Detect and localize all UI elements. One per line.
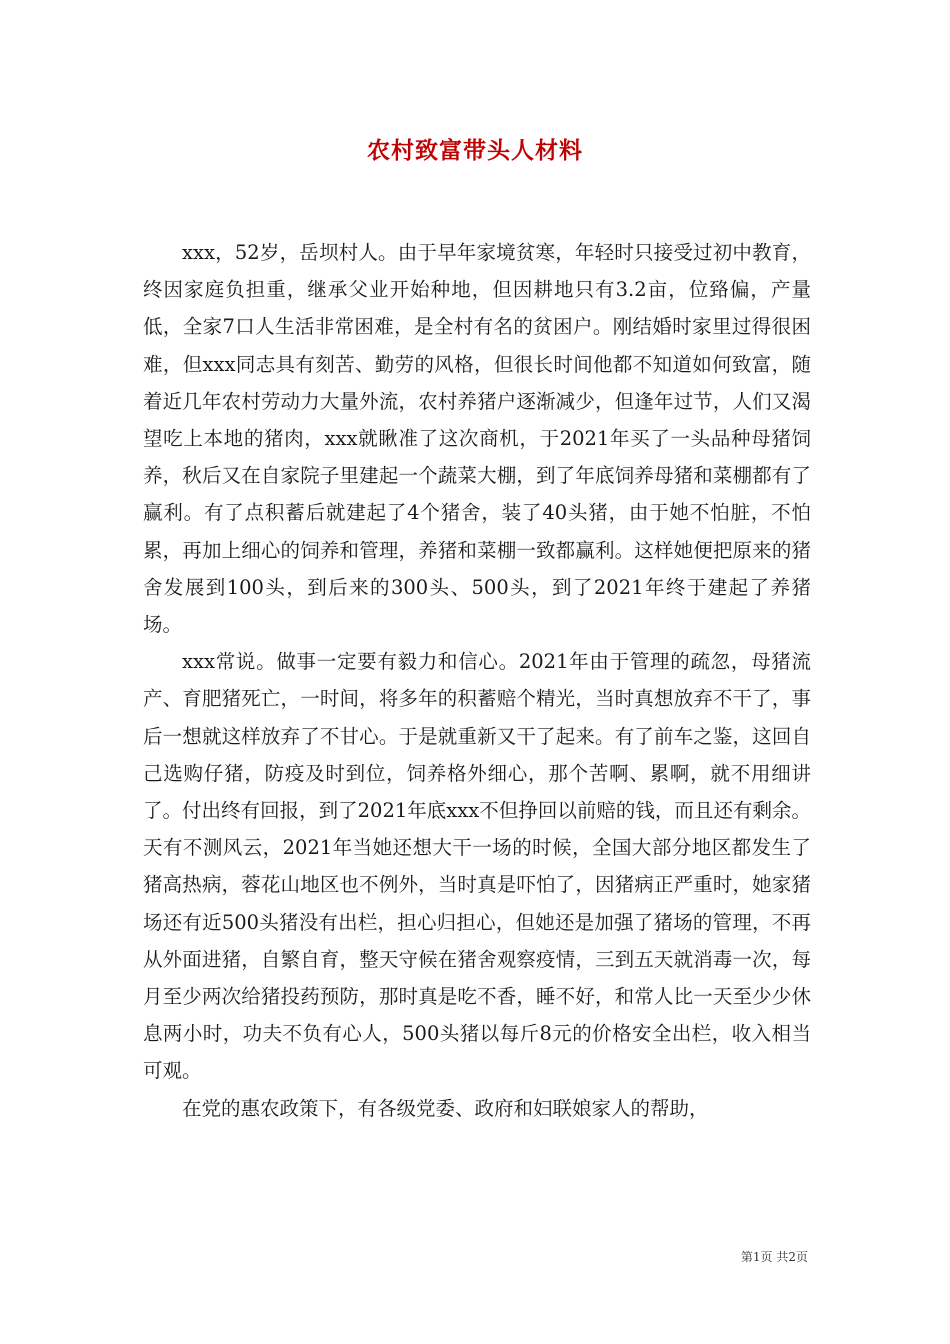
paragraph-2: xxx常说。做事一定要有毅力和信心。2021年由于管理的疏忽，母猪流产、育肥猪死亡，一时间，将多年的积蓄赔个精光，当时真想放弃不干了，事后一想就这样放弃了不甘心。于是就重新又干了起来。有了前车之鉴，这回自己选购仔猪，防疫及时到位，饲养格外细心，那个苦啊、累啊，就不用细讲了。付出终有回报，到了2021年底xxx不但挣回以前赔的钱，而且还有剩余。天有不测风云，2021年当她还想大干一场的时候，全国大部分地区都发生了猪高热病，蓉花山地区也不例外，当时真是吓怕了，因猪病正严重时，她家猪场还有近500头猪没有出栏，担心归担心，但她还是加强了猪场的管理，不再从外面进猪，自繁自育，整天守候在猪舍观察疫情，三到五天就消毒一次，每月至少两次给猪投药预防，那时真是吃不香，睡不好，和常人比一天至少少休息两小时，功夫不负有心人，500头猪以每斤8元的价格安全出栏，收入相当可观。 <box>143 650 811 1083</box>
page-number-footer: 第1页 共2页 <box>740 1250 808 1264</box>
paragraph-1: xxx，52岁，岳坝村人。由于早年家境贫寒，年轻时只接受过初中教育，终因家庭负担重，继承父业开始种地，但因耕地只有3.2亩，位臵偏，产量低，全家7口人生活非常困难，是全村有名的贫困户。刚结婚时家里过得很困难，但xxx同志具有刻苦、勤劳的风格，但很长时间他都不知道如何致富，随着近几年农村劳动力大量外流，农村养猪户逐渐减少，但逢年过节，人们又渴望吃上本地的猪肉，xxx就瞅准了这次商机，于2021年买了一头品种母猪饲养，秋后又在自家院子里建起一个蔬菜大棚，到了年底饲养母猪和菜棚都有了赢利。有了点积蓄后就建起了4个猪舍，装了40头猪，由于她不怕脏，不怕累，再加上细心的饲养和管理，养猪和菜棚一致都赢利。这样她便把原来的猪舍发展到100头，到后来的300头、500头，到了2021年终于建起了养猪场。 <box>143 241 811 637</box>
document-title: 农村致富带头人材料 <box>367 137 583 164</box>
paragraph-3: 在党的惠农政策下，有各级党委、政府和妇联娘家人的帮助， <box>182 1096 709 1120</box>
document-body <box>143 234 811 1127</box>
